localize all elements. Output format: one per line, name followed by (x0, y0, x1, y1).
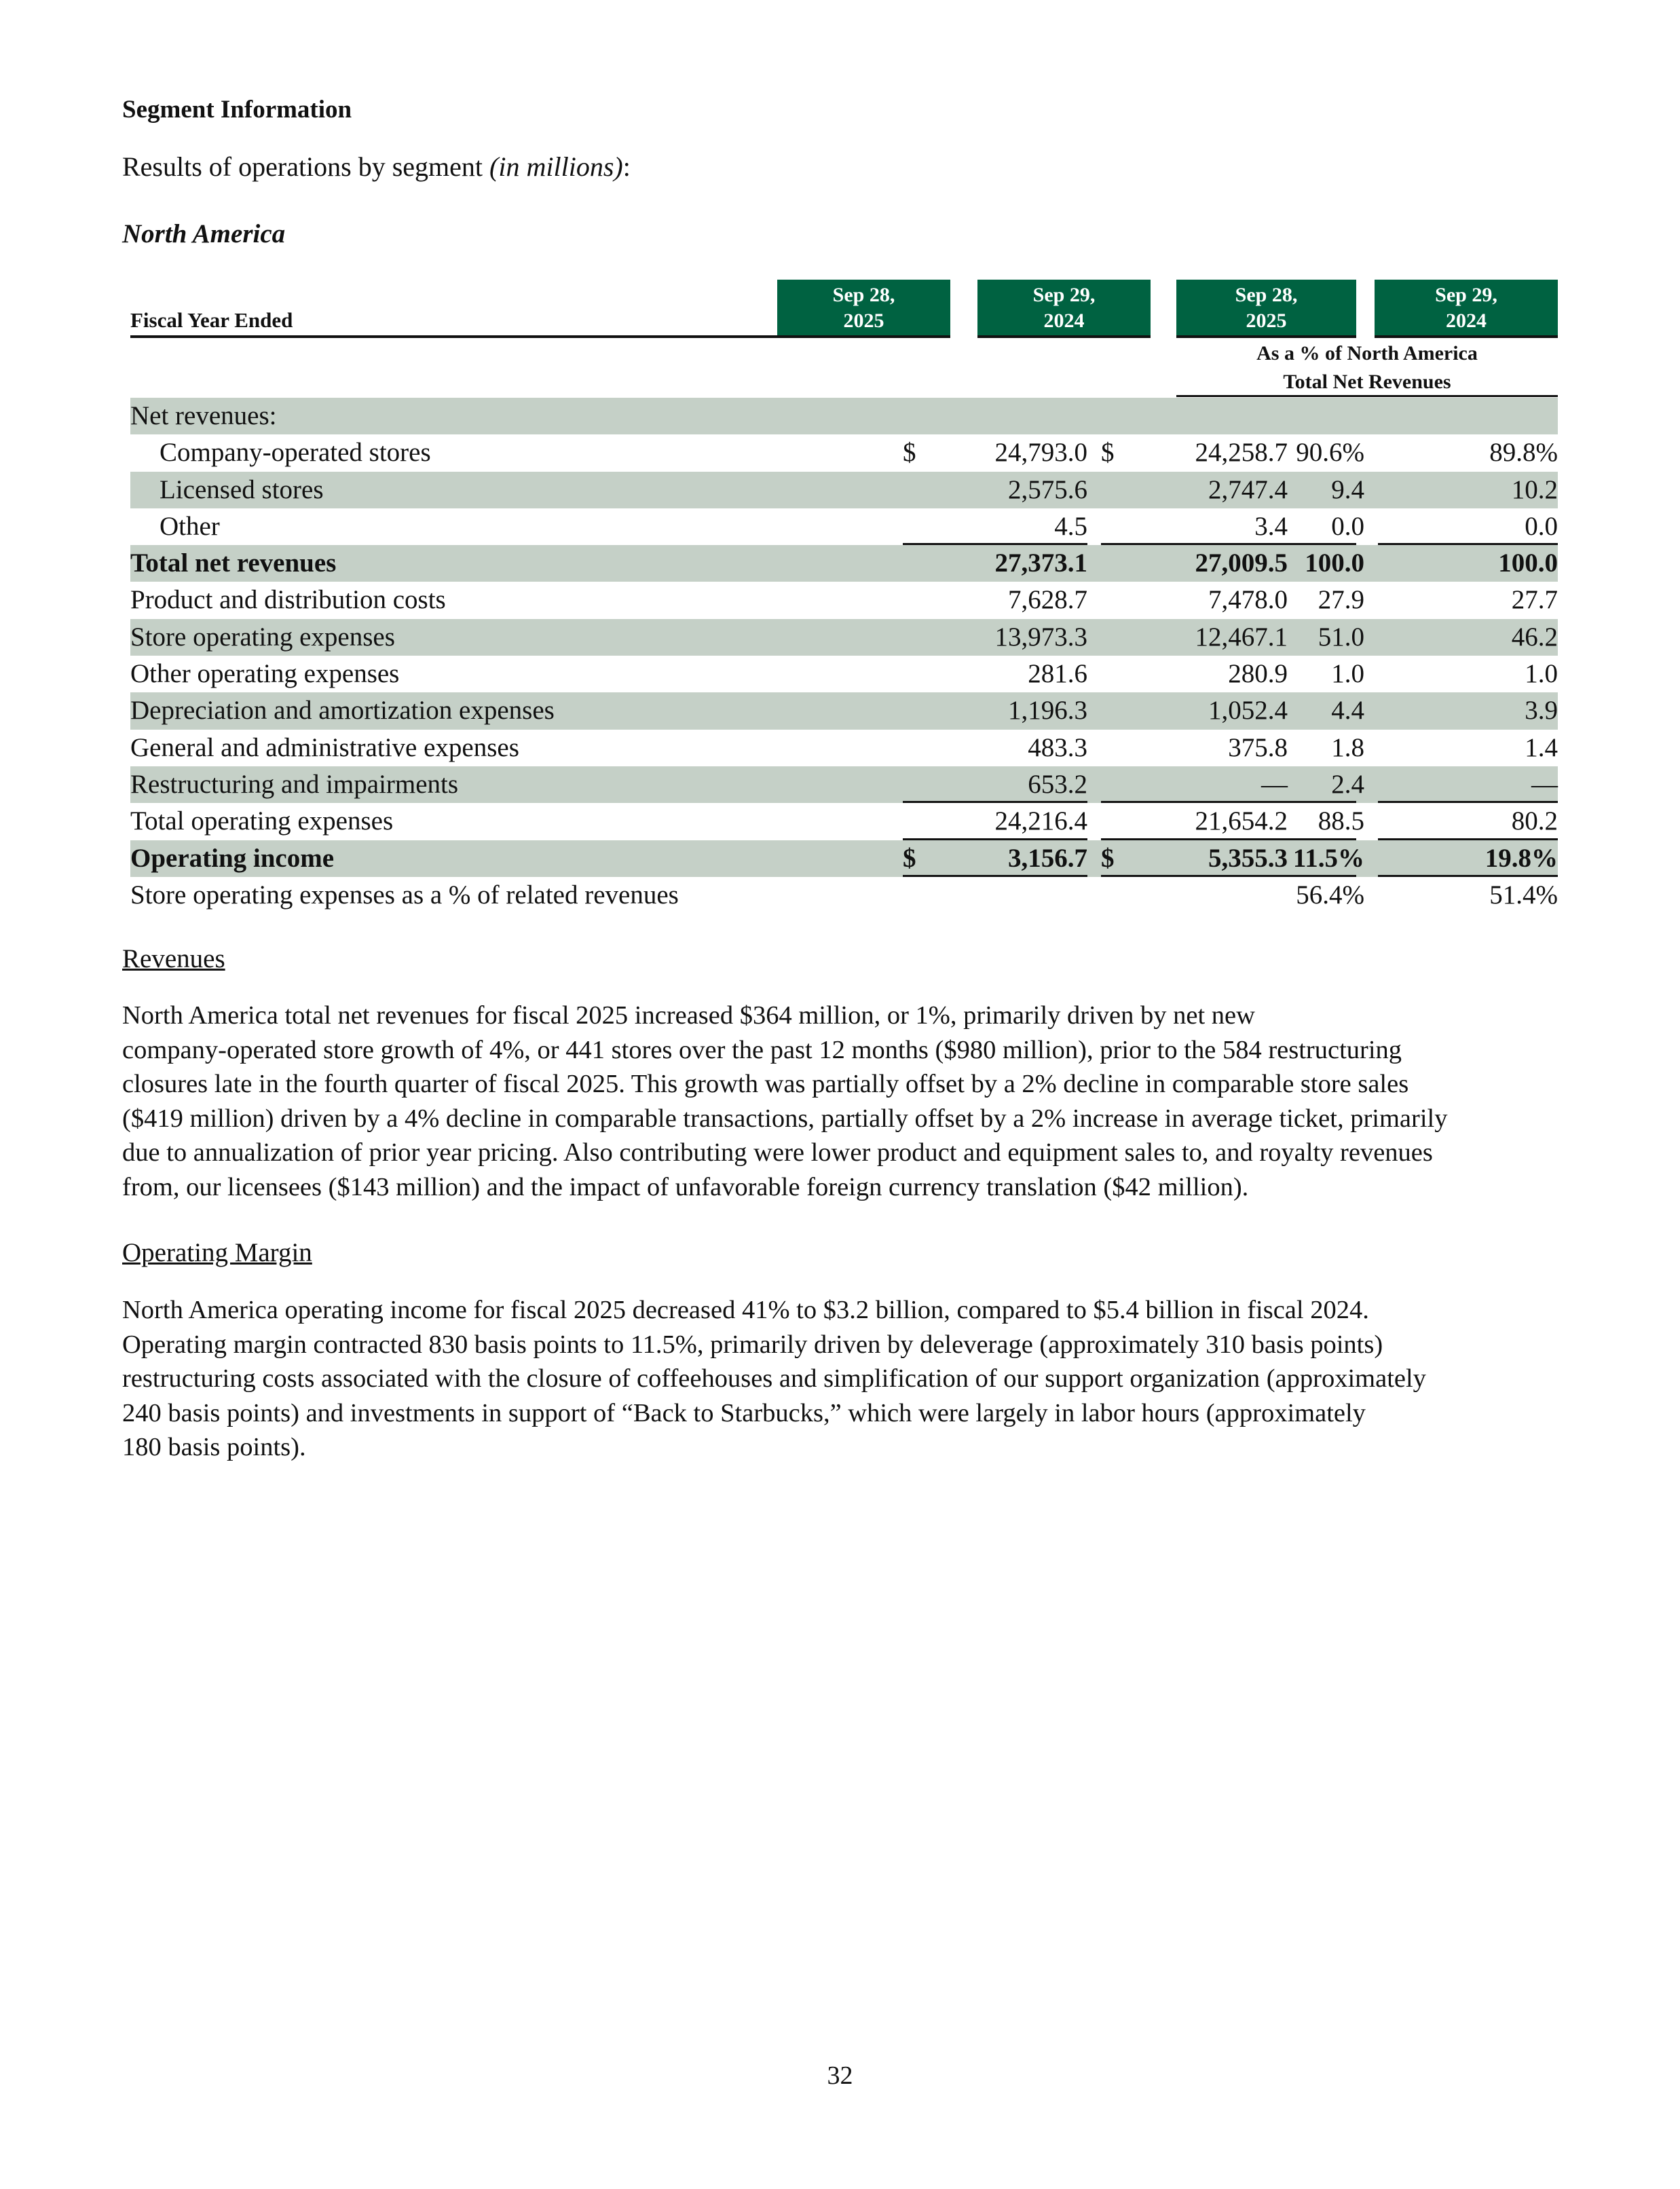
row-label: Store operating expenses (130, 622, 395, 652)
table-row (130, 803, 1558, 840)
value-2025: 483.3 (1028, 732, 1087, 762)
value-2024: 3.4 (1254, 511, 1288, 541)
pct-2025: 88.5 (1318, 806, 1364, 836)
value-2025: 653.2 (1028, 769, 1087, 799)
pct-2025: 51.0 (1318, 622, 1364, 652)
table-row (130, 545, 1558, 582)
value-2025: 7,628.7 (1008, 585, 1087, 615)
pct-2024: 19.8% (1485, 843, 1558, 873)
column-header-3: Sep 28, 2025 (1176, 280, 1356, 338)
pct-2025: 0.0 (1331, 511, 1364, 541)
value-2024: 375.8 (1228, 732, 1288, 762)
table-row (130, 730, 1558, 766)
currency-symbol: $ (1101, 438, 1115, 468)
value-2025: 281.6 (1028, 659, 1087, 689)
pct-2024: 80.2 (1511, 806, 1558, 836)
value-2025: 13,973.3 (994, 622, 1087, 652)
row-label: Restructuring and impairments (130, 769, 459, 799)
table-row (130, 398, 1558, 434)
row-label: Depreciation and amortization expenses (130, 696, 555, 726)
currency-symbol: $ (903, 438, 916, 468)
header-rule (130, 335, 884, 338)
table-row (130, 692, 1558, 729)
value-2025: 24,216.4 (994, 806, 1087, 836)
table-row (130, 619, 1558, 656)
table-row (130, 766, 1558, 803)
currency-symbol: $ (1101, 843, 1115, 873)
row-label: Operating income (130, 843, 335, 873)
column-header-1: Sep 28, 2025 (777, 280, 950, 338)
table-row (130, 434, 1558, 471)
pct-2024: 51.4% (1489, 880, 1558, 910)
value-2025: 4.5 (1054, 511, 1087, 541)
value-2025: 1,196.3 (1008, 696, 1087, 726)
value-2024: 5,355.3 (1208, 843, 1288, 873)
row-label: Store operating expenses as a % of related revenues (130, 880, 679, 910)
column-header-2: Sep 29, 2024 (977, 280, 1151, 338)
pct-2025: 90.6% (1296, 438, 1364, 468)
pct-2025: 9.4 (1331, 474, 1364, 504)
pct-2025: 2.4 (1331, 769, 1364, 799)
table-subtitle: Results of operations by segment (in millions): (122, 151, 631, 182)
pct-2024: — (1531, 769, 1558, 799)
value-2025: 24,793.0 (994, 438, 1087, 468)
pct-2025: 1.8 (1331, 732, 1364, 762)
pct-2024: 46.2 (1511, 622, 1558, 652)
table-row (130, 508, 1558, 545)
value-2024: 27,009.5 (1195, 548, 1288, 578)
revenues-paragraph: North America total net revenues for fiscal 2025 increased $364 million, or 1%, primarily driven by net new company-operated store growth of 4%, or 441 stores over the past 12 months ($980 million), prior to the 584 restructuring closures late in the fourth quarter of fiscal 2025. This growth was partially offset by a 2% decline in comparable store sales ($419 million) driven by a 4% decline in comparable transactions, partially offset by a 2% increase in average ticket, primarily due to annualization of prior year pricing. Also contributing were lower product and equipment sales to, and royalty revenues from, our licensees ($143 million) and the impact of unfavorable foreign currency translation ($42 million). (122, 1001, 1448, 1201)
pct-2024: 0.0 (1525, 511, 1558, 541)
pct-2024: 27.7 (1511, 585, 1558, 615)
pct-2025: 27.9 (1318, 585, 1364, 615)
pct-2024: 89.8% (1489, 438, 1558, 468)
value-2025: 3,156.7 (1008, 843, 1087, 873)
pct-2025: 100.0 (1305, 548, 1364, 578)
value-2025: 27,373.1 (994, 548, 1087, 578)
revenues-heading: Revenues (122, 944, 225, 973)
pct-2024: 1.0 (1525, 659, 1558, 689)
row-label: Other operating expenses (130, 659, 400, 689)
region-title: North America (122, 219, 286, 248)
currency-symbol: $ (903, 843, 916, 873)
fiscal-year-label: Fiscal Year Ended (130, 308, 293, 332)
value-2024: 1,052.4 (1208, 696, 1288, 726)
table-row (130, 877, 1558, 914)
table-row (130, 840, 1558, 877)
percent-caption: As a % of North America Total Net Revenues (1256, 342, 1478, 393)
table-row (130, 582, 1558, 618)
value-2024: 24,258.7 (1195, 438, 1288, 468)
pct-2024: 1.4 (1525, 732, 1558, 762)
page-number: 32 (827, 2061, 853, 2090)
row-label: Other (160, 511, 220, 541)
row-label: Total operating expenses (130, 806, 394, 836)
row-label: Licensed stores (160, 474, 324, 504)
row-label: Net revenues: (130, 401, 277, 430)
table-row (130, 656, 1558, 692)
table-row (130, 472, 1558, 508)
percent-caption-rule (1176, 395, 1558, 397)
section-title: Segment Information (122, 96, 352, 124)
pct-2024: 10.2 (1511, 474, 1558, 504)
results-table (130, 398, 1558, 914)
pct-2025: 4.4 (1331, 696, 1364, 726)
value-2024: — (1261, 769, 1288, 799)
pct-2025: 11.5% (1292, 843, 1364, 873)
row-label: Company-operated stores (160, 438, 431, 468)
value-2024: 21,654.2 (1195, 806, 1288, 836)
pct-2025: 1.0 (1331, 659, 1364, 689)
value-2024: 7,478.0 (1208, 585, 1288, 615)
operating-margin-paragraph: North America operating income for fiscal 2025 decreased 41% to $3.2 billion, compared to $5.4 billion in fiscal 2024. Operating margin contracted 830 basis points to 11.5%, primarily driven by deleverage (approximately 310 basis points) restructuring costs associated with the closure of coffeehouses and simplification of our support organization (approximately 240 basis points) and investments in support of “Back to Starbucks,” which were largely in labor hours (approximately 180 basis points). (122, 1296, 1426, 1461)
row-label: Product and distribution costs (130, 585, 446, 615)
row-label: General and administrative expenses (130, 732, 519, 762)
pct-2025: 56.4% (1296, 880, 1364, 910)
column-header-4: Sep 29, 2024 (1375, 280, 1558, 338)
value-2024: 280.9 (1228, 659, 1288, 689)
value-2025: 2,575.6 (1008, 474, 1087, 504)
operating-margin-heading: Operating Margin (122, 1238, 312, 1267)
pct-2024: 3.9 (1525, 696, 1558, 726)
pct-2024: 100.0 (1498, 548, 1558, 578)
value-2024: 12,467.1 (1195, 622, 1288, 652)
row-label: Total net revenues (130, 548, 337, 578)
value-2024: 2,747.4 (1208, 474, 1288, 504)
